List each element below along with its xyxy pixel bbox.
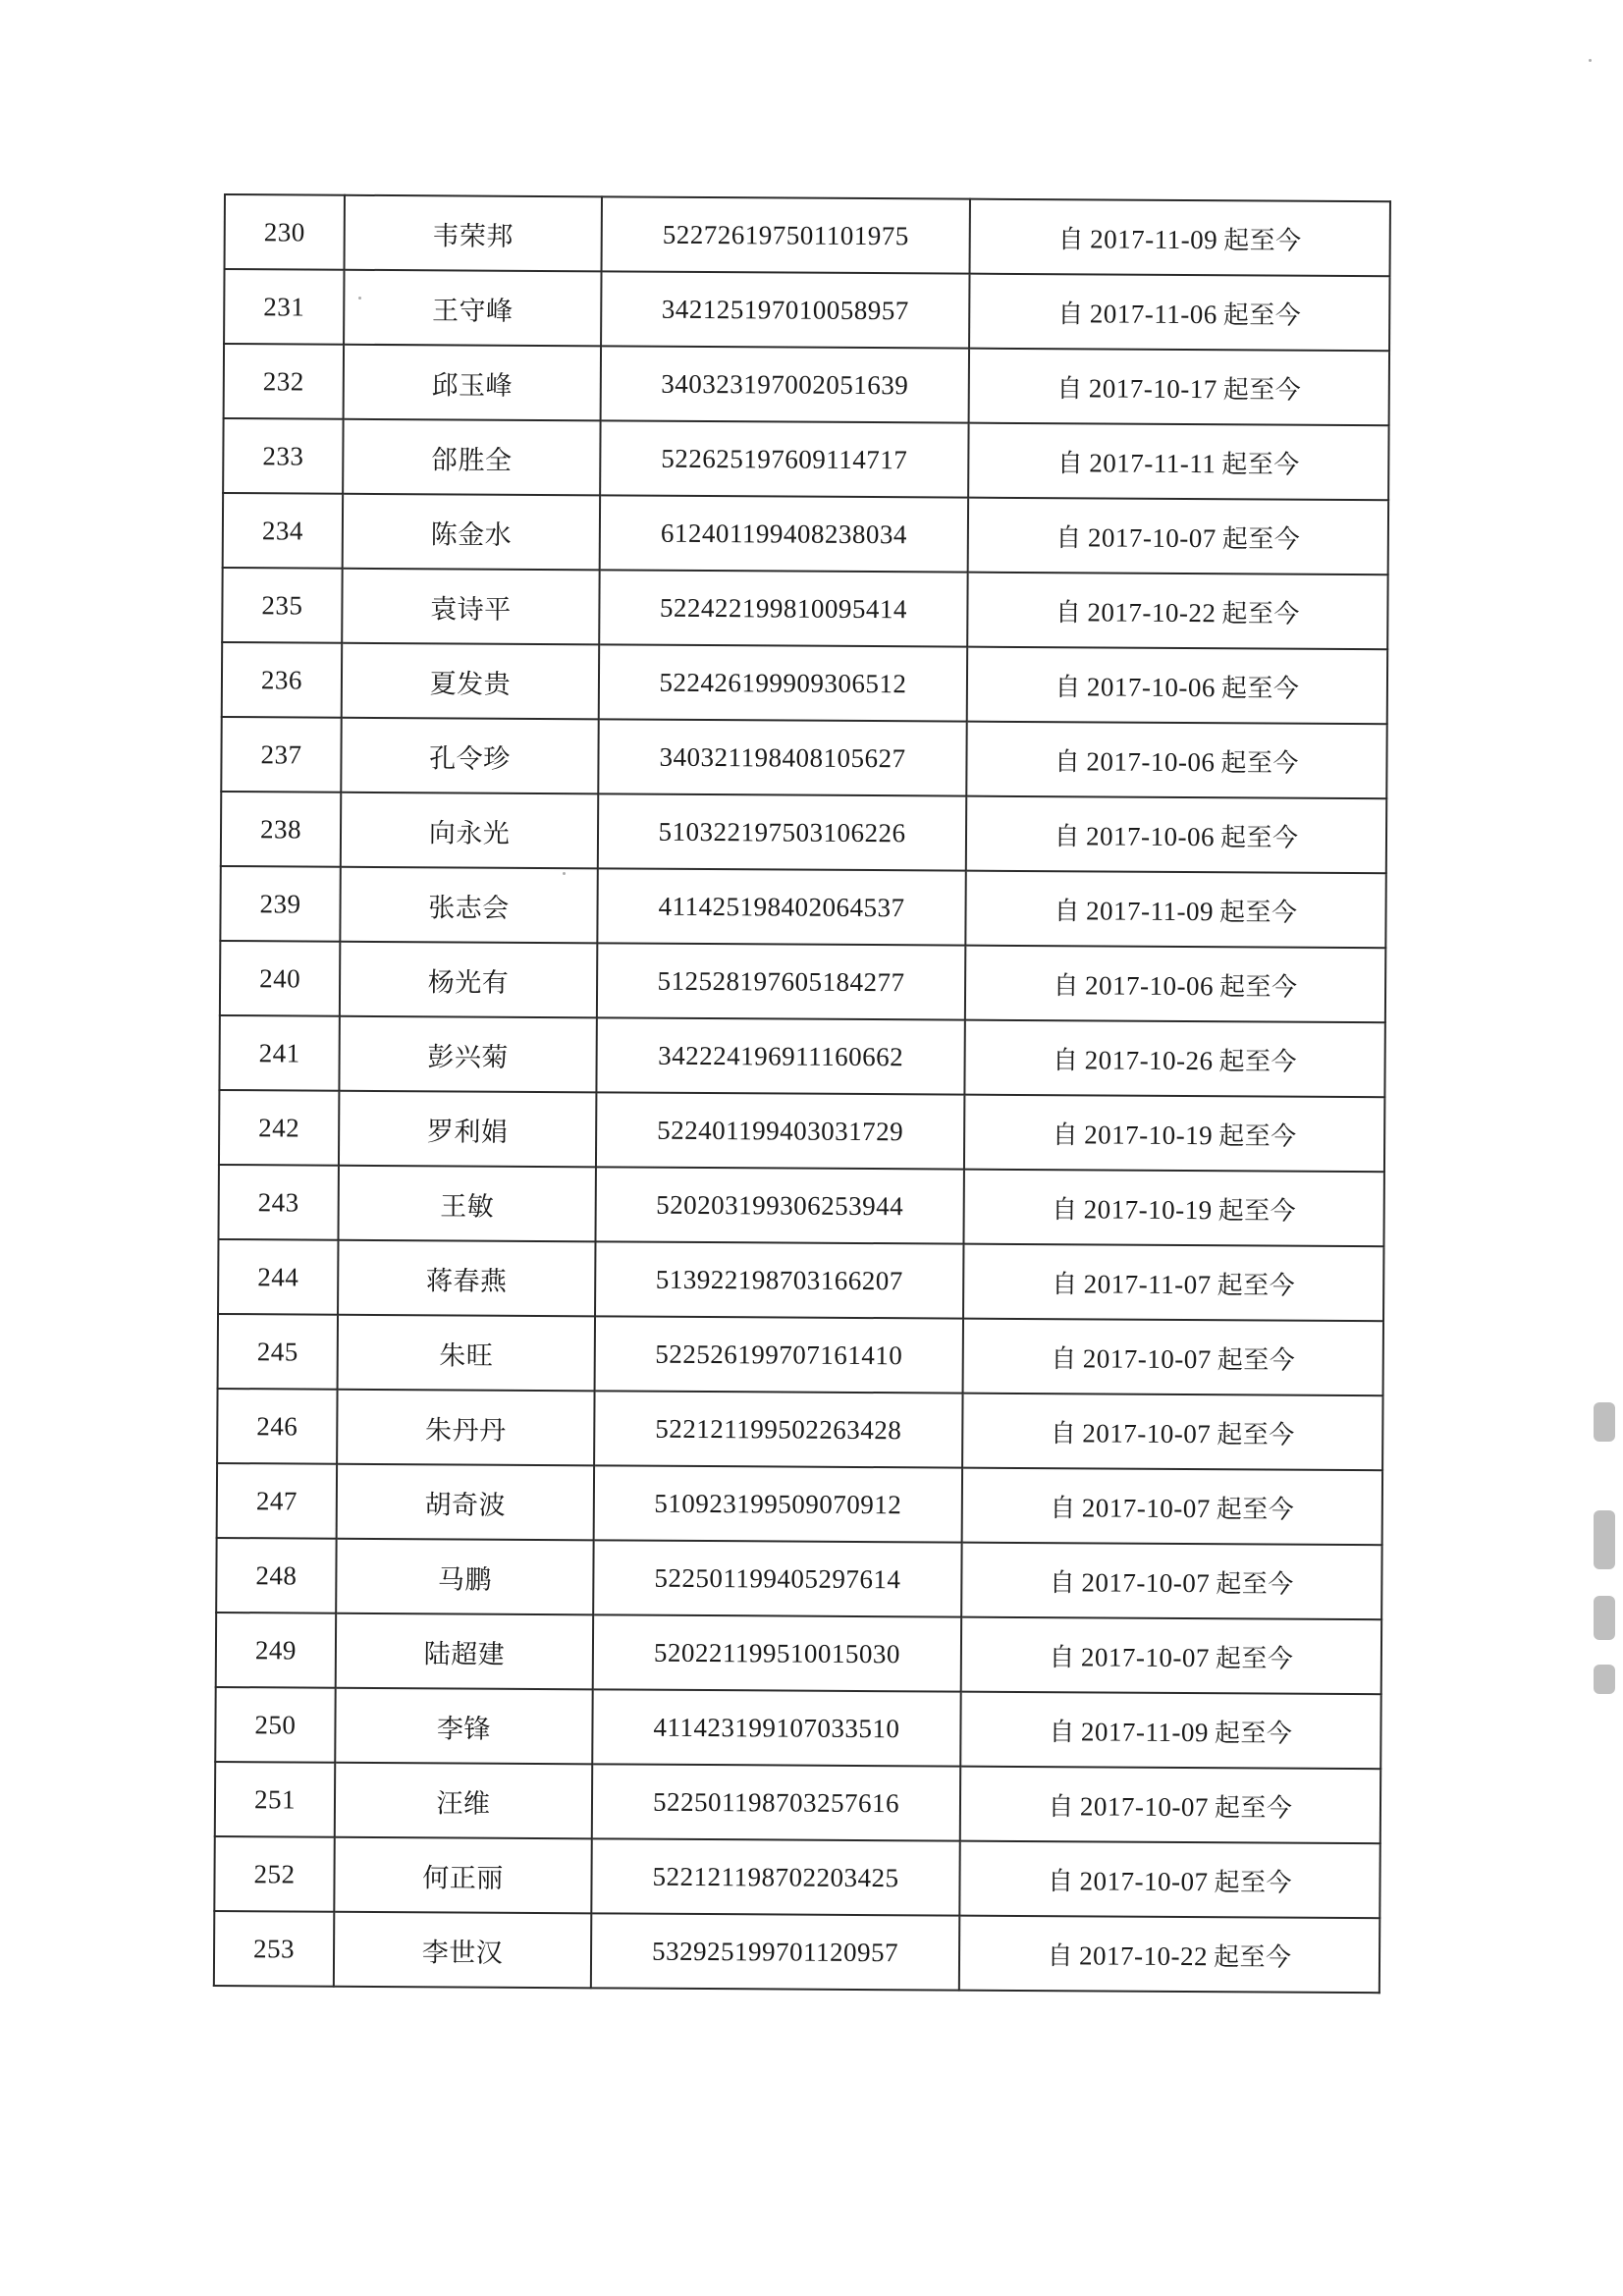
person-name: 汪维 [335, 1763, 592, 1839]
row-number: 230 [225, 194, 345, 270]
scan-edge-mark [1594, 1596, 1615, 1640]
person-name: 李锋 [335, 1688, 592, 1765]
id-number: 522726197501101975 [602, 196, 970, 273]
person-name: 张志会 [340, 867, 597, 944]
period-prefix: 自 [1055, 522, 1082, 553]
period-cell [966, 796, 1386, 874]
period-cell [960, 1767, 1380, 1844]
row-number: 253 [214, 1911, 334, 1987]
period-cell [964, 1095, 1384, 1173]
person-name: 李世汉 [334, 1912, 591, 1989]
person-name: 蒋春燕 [338, 1240, 595, 1317]
period-cell [959, 1841, 1380, 1919]
person-name: 杨光有 [340, 942, 597, 1018]
period-prefix: 自 [1057, 224, 1085, 254]
table-row [215, 1687, 1380, 1769]
start-date: 2017-10-26 [1084, 1044, 1214, 1075]
table-row [218, 1165, 1383, 1246]
row-number: 236 [222, 642, 342, 718]
period-cell [962, 1468, 1382, 1546]
period-prefix: 自 [1052, 1269, 1078, 1299]
row-number: 251 [215, 1762, 335, 1837]
period-suffix: 起至今 [1216, 1568, 1294, 1600]
period-cell [969, 274, 1389, 352]
period-prefix: 自 [1052, 1194, 1078, 1225]
period-cell [963, 1170, 1383, 1247]
table-row [219, 1090, 1384, 1172]
id-number: 342224196911160662 [596, 1017, 964, 1094]
period-suffix: 起至今 [1220, 747, 1300, 779]
table-row [224, 269, 1389, 351]
table-row [218, 1314, 1383, 1395]
table-row [223, 418, 1388, 500]
id-number: 340321198408105627 [598, 719, 966, 795]
period-prefix: 自 [1049, 1717, 1076, 1747]
scan-edge-mark [1594, 1402, 1615, 1442]
person-name: 郃胜全 [343, 419, 600, 496]
start-date: 2017-11-06 [1089, 298, 1217, 329]
period-cell [965, 946, 1385, 1023]
start-date: 2017-10-07 [1081, 1492, 1211, 1523]
period-suffix: 起至今 [1223, 225, 1302, 256]
period-cell [962, 1394, 1382, 1471]
scan-edge-mark [1594, 1510, 1615, 1569]
row-number: 238 [221, 792, 341, 867]
person-name: 王敏 [338, 1166, 595, 1242]
row-number: 252 [214, 1836, 334, 1912]
period-prefix: 自 [1057, 299, 1084, 329]
period-suffix: 起至今 [1218, 971, 1298, 1003]
person-name: 朱丹丹 [337, 1390, 594, 1466]
table-row [225, 194, 1390, 276]
start-date: 2017-10-07 [1087, 521, 1217, 553]
period-cell [961, 1617, 1381, 1695]
period-suffix: 起至今 [1214, 1792, 1293, 1824]
period-cell [960, 1692, 1380, 1770]
table-row [220, 866, 1385, 948]
period-suffix: 起至今 [1222, 300, 1302, 331]
period-suffix: 起至今 [1214, 1718, 1293, 1749]
table-row [221, 717, 1386, 798]
row-number: 235 [222, 568, 342, 643]
start-date: 2017-10-22 [1087, 596, 1217, 628]
period-suffix: 起至今 [1220, 673, 1300, 704]
period-suffix: 起至今 [1222, 374, 1302, 406]
id-number: 512528197605184277 [597, 943, 965, 1019]
id-number: 411425198402064537 [597, 868, 965, 945]
period-cell [970, 199, 1390, 277]
scan-edge-mark [1594, 1665, 1615, 1694]
row-number: 241 [219, 1015, 339, 1091]
row-number: 245 [218, 1314, 338, 1390]
scan-speck [563, 872, 566, 875]
period-suffix: 起至今 [1221, 523, 1301, 555]
start-date: 2017-10-07 [1080, 1641, 1210, 1672]
id-number: 532925199701120957 [591, 1913, 959, 1990]
start-date: 2017-10-22 [1078, 1940, 1209, 1971]
person-name: 彭兴菊 [339, 1016, 596, 1093]
start-date: 2017-10-07 [1082, 1417, 1212, 1449]
table-row [221, 792, 1386, 873]
start-date: 2017-10-07 [1079, 1790, 1210, 1822]
period-suffix: 起至今 [1216, 1494, 1295, 1525]
table-row [215, 1762, 1380, 1843]
id-number: 522625197609114717 [600, 420, 968, 497]
period-prefix: 自 [1052, 1120, 1079, 1150]
person-name: 韦荣邦 [345, 195, 602, 272]
id-number: 522422199810095414 [599, 570, 967, 646]
person-name: 马鹏 [336, 1539, 593, 1615]
period-prefix: 自 [1055, 597, 1082, 628]
roster-table [213, 193, 1391, 1994]
id-number: 522401199403031729 [596, 1092, 964, 1169]
table-row [222, 642, 1387, 724]
start-date: 2017-10-19 [1083, 1193, 1213, 1225]
table-row [217, 1389, 1382, 1470]
start-date: 2017-11-09 [1085, 895, 1215, 926]
person-name: 朱旺 [338, 1315, 595, 1392]
period-suffix: 起至今 [1221, 449, 1300, 480]
period-suffix: 起至今 [1217, 1270, 1296, 1301]
row-number: 249 [216, 1613, 336, 1688]
scan-speck [1589, 59, 1592, 62]
period-suffix: 起至今 [1217, 1195, 1297, 1227]
period-cell [961, 1543, 1381, 1620]
person-name: 何正丽 [334, 1837, 591, 1914]
id-number: 520203199306253944 [595, 1167, 963, 1243]
start-date: 2017-11-11 [1089, 447, 1217, 478]
row-number: 247 [217, 1463, 337, 1539]
row-number: 239 [220, 866, 340, 942]
period-suffix: 起至今 [1213, 1941, 1292, 1973]
period-prefix: 自 [1051, 1343, 1077, 1374]
id-number: 522121198702203425 [591, 1838, 959, 1915]
row-number: 234 [223, 493, 343, 569]
period-prefix: 自 [1050, 1418, 1077, 1449]
start-date: 2017-10-17 [1088, 372, 1217, 404]
period-suffix: 起至今 [1218, 1121, 1297, 1152]
roster-table-body [214, 194, 1390, 1993]
period-cell [967, 647, 1387, 725]
table-row [216, 1613, 1381, 1694]
table-row [224, 344, 1389, 425]
person-name: 向永光 [341, 793, 598, 869]
table-row [220, 941, 1385, 1022]
period-prefix: 自 [1056, 448, 1084, 478]
row-number: 242 [219, 1090, 339, 1166]
id-number: 342125197010058957 [601, 271, 969, 348]
table-row [222, 568, 1387, 649]
id-number: 522526199707161410 [595, 1316, 963, 1393]
period-suffix: 起至今 [1218, 897, 1298, 928]
table-row [219, 1015, 1384, 1097]
period-prefix: 自 [1047, 1866, 1074, 1896]
start-date: 2017-10-06 [1086, 745, 1216, 777]
period-prefix: 自 [1047, 1941, 1074, 1971]
period-suffix: 起至今 [1217, 1419, 1295, 1450]
period-cell [966, 722, 1386, 799]
person-name: 陆超建 [336, 1613, 593, 1690]
start-date: 2017-11-09 [1090, 223, 1218, 254]
period-cell [967, 573, 1387, 650]
row-number: 237 [221, 717, 341, 793]
period-prefix: 自 [1054, 896, 1081, 926]
start-date: 2017-10-19 [1084, 1119, 1214, 1150]
scan-speck [358, 297, 361, 300]
period-prefix: 自 [1050, 1493, 1076, 1523]
start-date: 2017-10-06 [1085, 820, 1216, 851]
period-cell [969, 349, 1389, 426]
start-date: 2017-11-09 [1080, 1716, 1210, 1747]
period-cell [963, 1244, 1383, 1322]
person-name: 邱玉峰 [344, 345, 601, 421]
period-prefix: 自 [1049, 1642, 1076, 1672]
id-number: 510923199509070912 [594, 1465, 962, 1542]
table-row [214, 1836, 1380, 1918]
table-row [223, 493, 1388, 574]
start-date: 2017-11-07 [1083, 1268, 1212, 1299]
period-suffix: 起至今 [1215, 1643, 1294, 1674]
period-suffix: 起至今 [1219, 822, 1299, 853]
row-number: 244 [218, 1239, 338, 1315]
start-date: 2017-10-07 [1079, 1865, 1209, 1896]
period-cell [959, 1916, 1380, 1994]
period-suffix: 起至今 [1221, 598, 1300, 629]
start-date: 2017-10-07 [1082, 1342, 1212, 1374]
id-number: 513922198703166207 [595, 1241, 963, 1318]
period-prefix: 自 [1055, 672, 1082, 702]
person-name: 陈金水 [343, 494, 600, 571]
person-name: 王守峰 [344, 270, 601, 347]
table-row [214, 1911, 1380, 1993]
id-number: 612401199408238034 [600, 495, 968, 572]
period-prefix: 自 [1053, 970, 1080, 1001]
table-row [218, 1239, 1383, 1321]
period-cell [968, 423, 1388, 501]
period-suffix: 起至今 [1217, 1344, 1296, 1376]
start-date: 2017-10-06 [1086, 671, 1217, 702]
start-date: 2017-10-07 [1081, 1566, 1211, 1598]
person-name: 袁诗平 [342, 569, 599, 645]
period-suffix: 起至今 [1214, 1867, 1293, 1898]
row-number: 243 [218, 1165, 338, 1240]
period-cell [968, 498, 1388, 575]
id-number: 522501199405297614 [593, 1540, 961, 1616]
person-name: 孔令珍 [341, 718, 598, 794]
id-number: 522501198703257616 [592, 1764, 960, 1840]
id-number: 510322197503106226 [598, 793, 966, 870]
period-prefix: 自 [1056, 373, 1083, 404]
id-number: 411423199107033510 [592, 1689, 960, 1766]
period-cell [965, 871, 1385, 949]
row-number: 240 [220, 941, 340, 1016]
id-number: 340323197002051639 [601, 346, 969, 422]
table-row [217, 1463, 1382, 1545]
period-prefix: 自 [1054, 821, 1081, 851]
person-name: 罗利娟 [339, 1091, 596, 1168]
table-row [216, 1538, 1381, 1619]
period-prefix: 自 [1049, 1567, 1076, 1598]
start-date: 2017-10-06 [1085, 969, 1215, 1001]
id-number: 522121199502263428 [594, 1391, 962, 1467]
period-suffix: 起至今 [1218, 1046, 1298, 1077]
period-prefix: 自 [1048, 1791, 1075, 1822]
row-number: 248 [216, 1538, 336, 1613]
id-number: 520221199510015030 [593, 1614, 961, 1691]
period-cell [963, 1319, 1383, 1396]
row-number: 231 [224, 269, 344, 345]
id-number: 522426199909306512 [599, 644, 967, 721]
row-number: 250 [215, 1687, 335, 1763]
period-prefix: 自 [1054, 746, 1081, 777]
person-name: 胡奇波 [337, 1464, 594, 1541]
row-number: 233 [223, 418, 343, 494]
person-name: 夏发贵 [342, 643, 599, 720]
row-number: 246 [217, 1389, 337, 1464]
row-number: 232 [224, 344, 344, 419]
period-cell [964, 1020, 1384, 1098]
period-prefix: 自 [1053, 1045, 1079, 1075]
